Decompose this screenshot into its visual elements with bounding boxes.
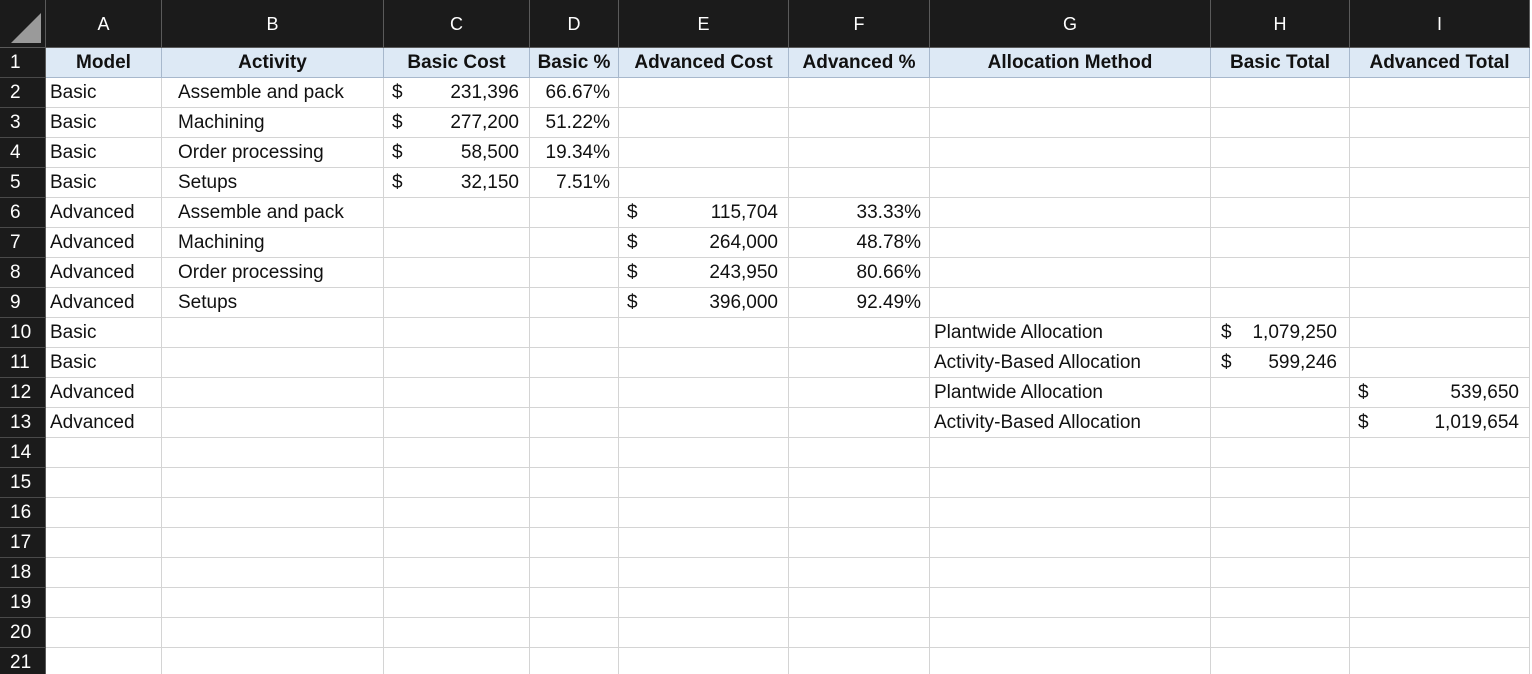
cell-advanced-pct[interactable] — [789, 138, 930, 168]
column-header-A[interactable]: A — [46, 0, 162, 48]
cell-advanced-pct[interactable] — [789, 408, 930, 438]
cell-basic-total[interactable] — [1211, 528, 1350, 558]
cell-model[interactable]: Advanced — [46, 198, 162, 228]
cell-value: 277,200 — [450, 112, 519, 133]
cell-advanced-cost[interactable] — [619, 258, 789, 288]
cell-advanced-pct[interactable]: 80.66% — [789, 258, 930, 288]
cell-basic-pct[interactable]: 66.67% — [530, 78, 619, 108]
cell-basic-cost[interactable] — [384, 438, 530, 468]
sheet-row — [0, 78, 1530, 108]
cell-basic-total[interactable] — [1211, 198, 1350, 228]
column-header-D[interactable]: D — [530, 0, 619, 48]
cell-advanced-total[interactable] — [1350, 378, 1530, 408]
cell-allocation-method[interactable] — [930, 228, 1211, 258]
cell-advanced-total[interactable] — [1350, 588, 1530, 618]
sheet-row — [0, 558, 1530, 588]
cell-activity[interactable] — [162, 528, 384, 558]
cell-value: 1,019,654 — [1434, 412, 1519, 433]
currency-symbol: $ — [627, 232, 638, 253]
cell-allocation-method[interactable]: Activity-Based Allocation — [930, 408, 1211, 438]
cell-basic-pct[interactable]: 51.22% — [530, 108, 619, 138]
cell-activity[interactable]: Setups — [162, 288, 384, 318]
cell-advanced-total[interactable] — [1350, 618, 1530, 648]
cell-activity[interactable]: Assemble and pack — [162, 78, 384, 108]
cell-basic-total[interactable] — [1211, 78, 1350, 108]
cell-advanced-pct[interactable]: 48.78% — [789, 228, 930, 258]
cell-basic-total[interactable] — [1211, 408, 1350, 438]
column-header-I[interactable]: I — [1350, 0, 1530, 48]
sheet-row — [0, 138, 1530, 168]
cell-advanced-pct[interactable] — [789, 528, 930, 558]
sheet-row-1 — [0, 48, 1530, 78]
currency-symbol: $ — [1221, 352, 1232, 373]
cell-advanced-total[interactable] — [1350, 348, 1530, 378]
cell-activity[interactable] — [162, 378, 384, 408]
cell-model[interactable] — [46, 468, 162, 498]
cell-activity[interactable] — [162, 438, 384, 468]
sheet-row — [0, 528, 1530, 558]
cell-activity[interactable] — [162, 498, 384, 528]
sheet-row — [0, 468, 1530, 498]
cell-advanced-total[interactable] — [1350, 198, 1530, 228]
row-number[interactable]: 14 — [0, 438, 46, 468]
currency-symbol: $ — [627, 202, 638, 223]
cell-advanced-cost[interactable] — [619, 588, 789, 618]
cell-basic-cost[interactable] — [384, 318, 530, 348]
currency-symbol: $ — [1221, 322, 1232, 343]
cell-activity[interactable] — [162, 408, 384, 438]
cell-basic-pct[interactable] — [530, 378, 619, 408]
cell-model[interactable]: Advanced — [46, 408, 162, 438]
cell-allocation-method[interactable] — [930, 198, 1211, 228]
cell-activity[interactable]: Setups — [162, 168, 384, 198]
cell-advanced-pct[interactable] — [789, 588, 930, 618]
sheet-row — [0, 108, 1530, 138]
cell-allocation-method[interactable] — [930, 258, 1211, 288]
cell-value: 599,246 — [1268, 352, 1337, 373]
cell-advanced-cost[interactable] — [619, 378, 789, 408]
header-cell-allocation-method[interactable]: Allocation Method — [930, 48, 1211, 78]
cell-basic-total[interactable] — [1211, 138, 1350, 168]
cell-advanced-cost[interactable] — [619, 78, 789, 108]
cell-basic-pct[interactable] — [530, 408, 619, 438]
cell-basic-cost[interactable] — [384, 618, 530, 648]
cell-model[interactable] — [46, 588, 162, 618]
cell-basic-pct[interactable] — [530, 498, 619, 528]
row-number[interactable]: 19 — [0, 588, 46, 618]
row-number[interactable]: 2 — [0, 78, 46, 108]
cell-advanced-pct[interactable] — [789, 348, 930, 378]
cell-basic-cost[interactable] — [384, 408, 530, 438]
header-cell-advanced-pct[interactable]: Advanced % — [789, 48, 930, 78]
cell-advanced-cost[interactable] — [619, 468, 789, 498]
currency-symbol: $ — [392, 142, 403, 163]
cell-model[interactable]: Basic — [46, 108, 162, 138]
cell-advanced-cost[interactable] — [619, 408, 789, 438]
cell-advanced-cost[interactable] — [619, 438, 789, 468]
cell-basic-cost[interactable] — [384, 528, 530, 558]
cell-value: 1,079,250 — [1252, 322, 1337, 343]
cell-basic-pct[interactable] — [530, 648, 619, 674]
header-cell-basic-total[interactable]: Basic Total — [1211, 48, 1350, 78]
column-header-F[interactable]: F — [789, 0, 930, 48]
cell-advanced-pct[interactable] — [789, 618, 930, 648]
cell-advanced-pct[interactable] — [789, 438, 930, 468]
cell-basic-cost[interactable] — [384, 138, 530, 168]
cell-allocation-method[interactable] — [930, 108, 1211, 138]
cell-basic-total[interactable] — [1211, 318, 1350, 348]
currency-symbol: $ — [1358, 412, 1369, 433]
cell-allocation-method[interactable] — [930, 78, 1211, 108]
cell-advanced-cost[interactable] — [619, 168, 789, 198]
cell-basic-total[interactable] — [1211, 438, 1350, 468]
cell-advanced-pct[interactable] — [789, 468, 930, 498]
sheet-row — [0, 408, 1530, 438]
cell-allocation-method[interactable] — [930, 168, 1211, 198]
cell-advanced-total[interactable] — [1350, 318, 1530, 348]
cell-advanced-cost[interactable] — [619, 528, 789, 558]
select-all-triangle-icon — [11, 13, 41, 43]
sheet-row — [0, 378, 1530, 408]
cell-basic-cost[interactable] — [384, 258, 530, 288]
cell-basic-total[interactable] — [1211, 348, 1350, 378]
cell-model[interactable] — [46, 438, 162, 468]
cell-advanced-pct[interactable] — [789, 558, 930, 588]
cell-advanced-total[interactable] — [1350, 288, 1530, 318]
cell-allocation-method[interactable]: Plantwide Allocation — [930, 378, 1211, 408]
header-cell-activity[interactable]: Activity — [162, 48, 384, 78]
cell-advanced-total[interactable] — [1350, 168, 1530, 198]
column-header-bar — [0, 0, 1530, 48]
cell-allocation-method[interactable] — [930, 648, 1211, 674]
header-cell-advanced-cost[interactable]: Advanced Cost — [619, 48, 789, 78]
currency-symbol: $ — [627, 292, 638, 313]
currency-symbol: $ — [627, 262, 638, 283]
sheet-row — [0, 318, 1530, 348]
row-number[interactable]: 9 — [0, 288, 46, 318]
cell-model[interactable]: Basic — [46, 168, 162, 198]
cell-allocation-method[interactable] — [930, 558, 1211, 588]
cell-basic-pct[interactable] — [530, 588, 619, 618]
cell-activity[interactable]: Machining — [162, 228, 384, 258]
cell-advanced-pct[interactable] — [789, 78, 930, 108]
cell-advanced-pct[interactable] — [789, 498, 930, 528]
row-number[interactable]: 3 — [0, 108, 46, 138]
cell-advanced-pct[interactable]: 92.49% — [789, 288, 930, 318]
sheet-row — [0, 618, 1530, 648]
header-cell-model[interactable]: Model — [46, 48, 162, 78]
cell-basic-total[interactable] — [1211, 168, 1350, 198]
cell-basic-pct[interactable] — [530, 318, 619, 348]
cell-value: 58,500 — [460, 142, 519, 163]
cell-basic-total[interactable] — [1211, 558, 1350, 588]
row-number[interactable]: 17 — [0, 528, 46, 558]
cell-allocation-method[interactable] — [930, 438, 1211, 468]
cell-model[interactable]: Basic — [46, 318, 162, 348]
cell-basic-pct[interactable] — [530, 468, 619, 498]
cell-activity[interactable] — [162, 588, 384, 618]
cell-value: 396,000 — [709, 292, 778, 313]
cell-basic-pct[interactable] — [530, 528, 619, 558]
cell-model[interactable]: Advanced — [46, 258, 162, 288]
cell-model[interactable]: Advanced — [46, 228, 162, 258]
cell-basic-total[interactable] — [1211, 258, 1350, 288]
select-all-corner[interactable] — [0, 0, 46, 48]
cell-allocation-method[interactable] — [930, 468, 1211, 498]
cell-advanced-total[interactable] — [1350, 468, 1530, 498]
cell-basic-total[interactable] — [1211, 498, 1350, 528]
cell-basic-cost[interactable] — [384, 648, 530, 674]
cell-basic-cost[interactable] — [384, 168, 530, 198]
currency-symbol: $ — [1358, 382, 1369, 403]
cell-model[interactable]: Basic — [46, 348, 162, 378]
cell-advanced-pct[interactable] — [789, 168, 930, 198]
cell-basic-total[interactable] — [1211, 108, 1350, 138]
cell-advanced-cost[interactable] — [619, 318, 789, 348]
sheet-row — [0, 168, 1530, 198]
row-number[interactable]: 11 — [0, 348, 46, 378]
cell-basic-pct[interactable]: 19.34% — [530, 138, 619, 168]
cell-advanced-total[interactable] — [1350, 228, 1530, 258]
cell-basic-total[interactable] — [1211, 618, 1350, 648]
cell-activity[interactable]: Order processing — [162, 138, 384, 168]
cell-allocation-method[interactable] — [930, 588, 1211, 618]
row-number[interactable]: 16 — [0, 498, 46, 528]
cell-basic-total[interactable] — [1211, 228, 1350, 258]
cell-model[interactable] — [46, 648, 162, 674]
cell-advanced-total[interactable] — [1350, 138, 1530, 168]
cell-advanced-cost[interactable] — [619, 108, 789, 138]
cell-value: 539,650 — [1450, 382, 1519, 403]
column-header-C[interactable]: C — [384, 0, 530, 48]
cell-advanced-total[interactable] — [1350, 108, 1530, 138]
sheet-row — [0, 588, 1530, 618]
cell-advanced-cost[interactable] — [619, 558, 789, 588]
cell-basic-pct[interactable] — [530, 618, 619, 648]
currency-symbol: $ — [392, 82, 403, 103]
cell-basic-cost[interactable] — [384, 468, 530, 498]
sheet-row — [0, 258, 1530, 288]
cell-activity[interactable] — [162, 468, 384, 498]
cell-basic-pct[interactable] — [530, 558, 619, 588]
column-header-E[interactable]: E — [619, 0, 789, 48]
cell-model[interactable]: Advanced — [46, 378, 162, 408]
cell-basic-pct[interactable] — [530, 438, 619, 468]
row-number[interactable]: 13 — [0, 408, 46, 438]
cell-allocation-method[interactable] — [930, 618, 1211, 648]
cell-model[interactable]: Basic — [46, 78, 162, 108]
header-cell-basic-pct[interactable]: Basic % — [530, 48, 619, 78]
cell-advanced-pct[interactable] — [789, 108, 930, 138]
row-number[interactable]: 4 — [0, 138, 46, 168]
cell-value: 32,150 — [460, 172, 519, 193]
cell-allocation-method[interactable] — [930, 138, 1211, 168]
cell-basic-pct[interactable] — [530, 288, 619, 318]
cell-basic-total[interactable] — [1211, 288, 1350, 318]
cell-allocation-method[interactable] — [930, 528, 1211, 558]
column-header-H[interactable]: H — [1211, 0, 1350, 48]
cell-activity[interactable] — [162, 558, 384, 588]
cell-activity[interactable] — [162, 318, 384, 348]
sheet-row — [0, 198, 1530, 228]
cell-advanced-total[interactable] — [1350, 408, 1530, 438]
cell-model[interactable] — [46, 618, 162, 648]
row-number[interactable]: 18 — [0, 558, 46, 588]
cell-value: 115,704 — [710, 202, 778, 223]
row-number[interactable]: 1 — [0, 48, 46, 78]
currency-symbol: $ — [392, 172, 403, 193]
cell-basic-pct[interactable] — [530, 348, 619, 378]
cell-activity[interactable]: Machining — [162, 108, 384, 138]
cell-value: 264,000 — [709, 232, 778, 253]
sheet-row — [0, 648, 1530, 674]
row-number[interactable]: 6 — [0, 198, 46, 228]
cell-basic-pct[interactable] — [530, 228, 619, 258]
cell-advanced-cost[interactable] — [619, 288, 789, 318]
cell-model[interactable] — [46, 558, 162, 588]
cell-advanced-pct[interactable]: 33.33% — [789, 198, 930, 228]
cell-advanced-total[interactable] — [1350, 558, 1530, 588]
cell-allocation-method[interactable]: Activity-Based Allocation — [930, 348, 1211, 378]
cell-activity[interactable] — [162, 348, 384, 378]
cell-advanced-total[interactable] — [1350, 78, 1530, 108]
cell-basic-pct[interactable] — [530, 198, 619, 228]
cell-allocation-method[interactable] — [930, 288, 1211, 318]
cell-allocation-method[interactable] — [930, 498, 1211, 528]
cell-value: 243,950 — [709, 262, 778, 283]
cell-basic-cost[interactable] — [384, 198, 530, 228]
cell-basic-total[interactable] — [1211, 468, 1350, 498]
cell-basic-total[interactable] — [1211, 378, 1350, 408]
row-number[interactable]: 12 — [0, 378, 46, 408]
cell-basic-cost[interactable] — [384, 108, 530, 138]
row-number[interactable]: 10 — [0, 318, 46, 348]
cell-advanced-cost[interactable] — [619, 498, 789, 528]
cell-advanced-total[interactable] — [1350, 258, 1530, 288]
cell-basic-total[interactable] — [1211, 648, 1350, 674]
cell-basic-cost[interactable] — [384, 78, 530, 108]
cell-basic-cost[interactable] — [384, 588, 530, 618]
cell-model[interactable] — [46, 498, 162, 528]
cell-basic-cost[interactable] — [384, 288, 530, 318]
cell-advanced-cost[interactable] — [619, 618, 789, 648]
header-cell-advanced-total[interactable]: Advanced Total — [1350, 48, 1530, 78]
row-number[interactable]: 7 — [0, 228, 46, 258]
cell-advanced-pct[interactable] — [789, 318, 930, 348]
cell-activity[interactable]: Assemble and pack — [162, 198, 384, 228]
sheet-row — [0, 288, 1530, 318]
cell-allocation-method[interactable]: Plantwide Allocation — [930, 318, 1211, 348]
cell-value: 231,396 — [450, 82, 519, 103]
row-number[interactable]: 5 — [0, 168, 46, 198]
cell-advanced-pct[interactable] — [789, 648, 930, 674]
sheet-row — [0, 498, 1530, 528]
cell-model[interactable]: Advanced — [46, 288, 162, 318]
cell-advanced-cost[interactable] — [619, 648, 789, 674]
cell-basic-pct[interactable] — [530, 258, 619, 288]
cell-basic-cost[interactable] — [384, 378, 530, 408]
cell-advanced-total[interactable] — [1350, 528, 1530, 558]
row-number[interactable]: 21 — [0, 648, 46, 674]
cell-basic-cost[interactable] — [384, 558, 530, 588]
sheet-row — [0, 438, 1530, 468]
cell-advanced-total[interactable] — [1350, 648, 1530, 674]
cell-activity[interactable] — [162, 618, 384, 648]
cell-activity[interactable]: Order processing — [162, 258, 384, 288]
cell-advanced-cost[interactable] — [619, 348, 789, 378]
cell-advanced-cost[interactable] — [619, 198, 789, 228]
column-header-B[interactable]: B — [162, 0, 384, 48]
sheet-row — [0, 348, 1530, 378]
sheet-row — [0, 228, 1530, 258]
cell-basic-total[interactable] — [1211, 588, 1350, 618]
cell-advanced-cost[interactable] — [619, 138, 789, 168]
cell-basic-pct[interactable]: 7.51% — [530, 168, 619, 198]
cell-activity[interactable] — [162, 648, 384, 674]
cell-advanced-total[interactable] — [1350, 498, 1530, 528]
cell-advanced-cost[interactable] — [619, 228, 789, 258]
cell-basic-cost[interactable] — [384, 498, 530, 528]
cell-advanced-pct[interactable] — [789, 378, 930, 408]
row-number[interactable]: 20 — [0, 618, 46, 648]
column-header-G[interactable]: G — [930, 0, 1211, 48]
row-number[interactable]: 8 — [0, 258, 46, 288]
cell-basic-cost[interactable] — [384, 348, 530, 378]
cell-basic-cost[interactable] — [384, 228, 530, 258]
cell-model[interactable]: Basic — [46, 138, 162, 168]
header-cell-basic-cost[interactable]: Basic Cost — [384, 48, 530, 78]
cell-model[interactable] — [46, 528, 162, 558]
currency-symbol: $ — [392, 112, 403, 133]
row-number[interactable]: 15 — [0, 468, 46, 498]
cell-advanced-total[interactable] — [1350, 438, 1530, 468]
